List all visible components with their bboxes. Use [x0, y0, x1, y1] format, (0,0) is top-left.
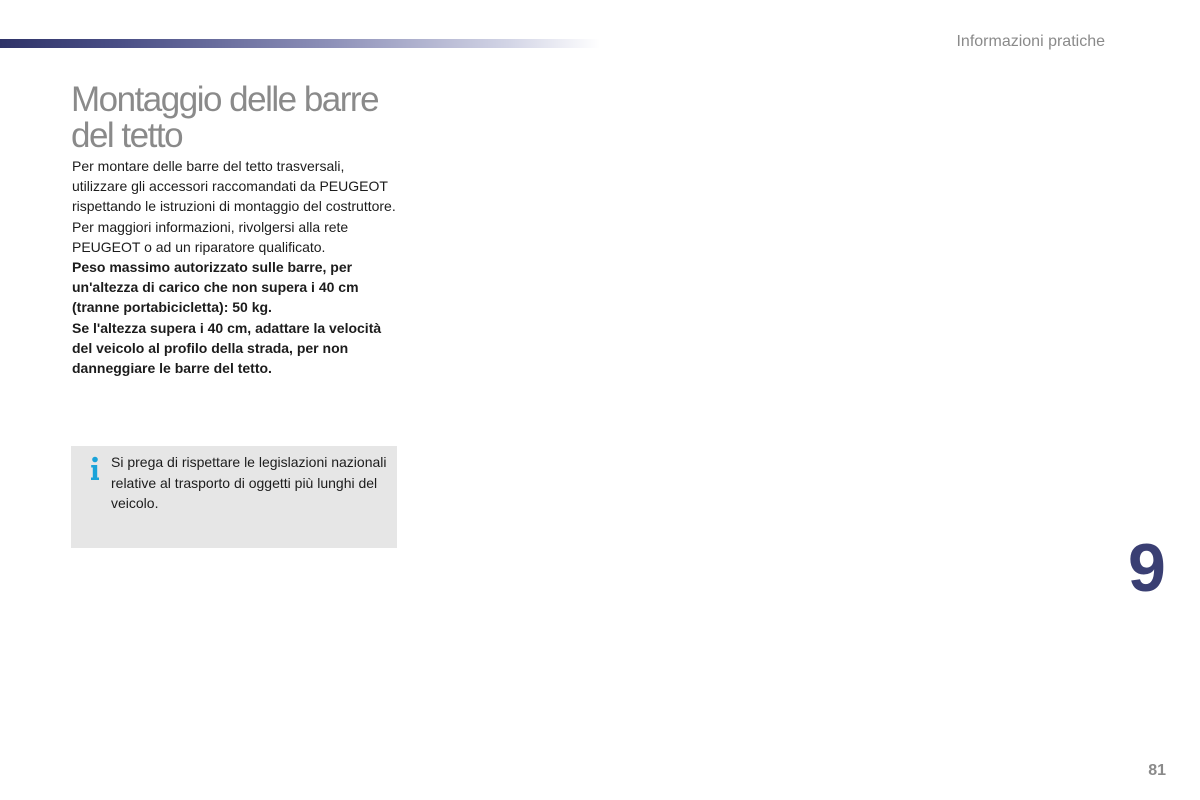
- page-number: 81: [1148, 762, 1166, 779]
- paragraph-information: Per maggiori informazioni, rivolgersi alla rete PEUGEOT o ad un riparatore qualificato.: [72, 218, 349, 255]
- article-body: [72, 156, 402, 378]
- paragraph-speed-warning: Se l'altezza supera i 40 cm, adattare la velocità del veicolo al profilo della strada, per non danneggiare le barre del tetto.: [72, 319, 382, 377]
- chapter-number: 9: [1128, 530, 1166, 606]
- info-icon: [88, 456, 102, 482]
- section-title: Informazioni pratiche: [956, 33, 1105, 50]
- info-text: Si prega di rispettare le legislazioni nazionali relative al trasporto di oggetti più lunghi del veicolo.: [111, 454, 387, 511]
- paragraph-installation: Per montare delle barre del tetto trasversali, utilizzare gli accessori raccomandati da PEUGEOT rispettando le istruzioni di montaggio del costruttore.: [72, 158, 396, 215]
- info-box: [71, 446, 397, 548]
- paragraph-max-weight: Peso massimo autorizzato sulle barre, per un'altezza di carico che non supera i 40 cm (tranne portabicicletta): 50 kg.: [72, 259, 359, 316]
- page-title: Montaggio delle barre del tetto: [71, 80, 379, 155]
- header-gradient-bar: [0, 39, 600, 48]
